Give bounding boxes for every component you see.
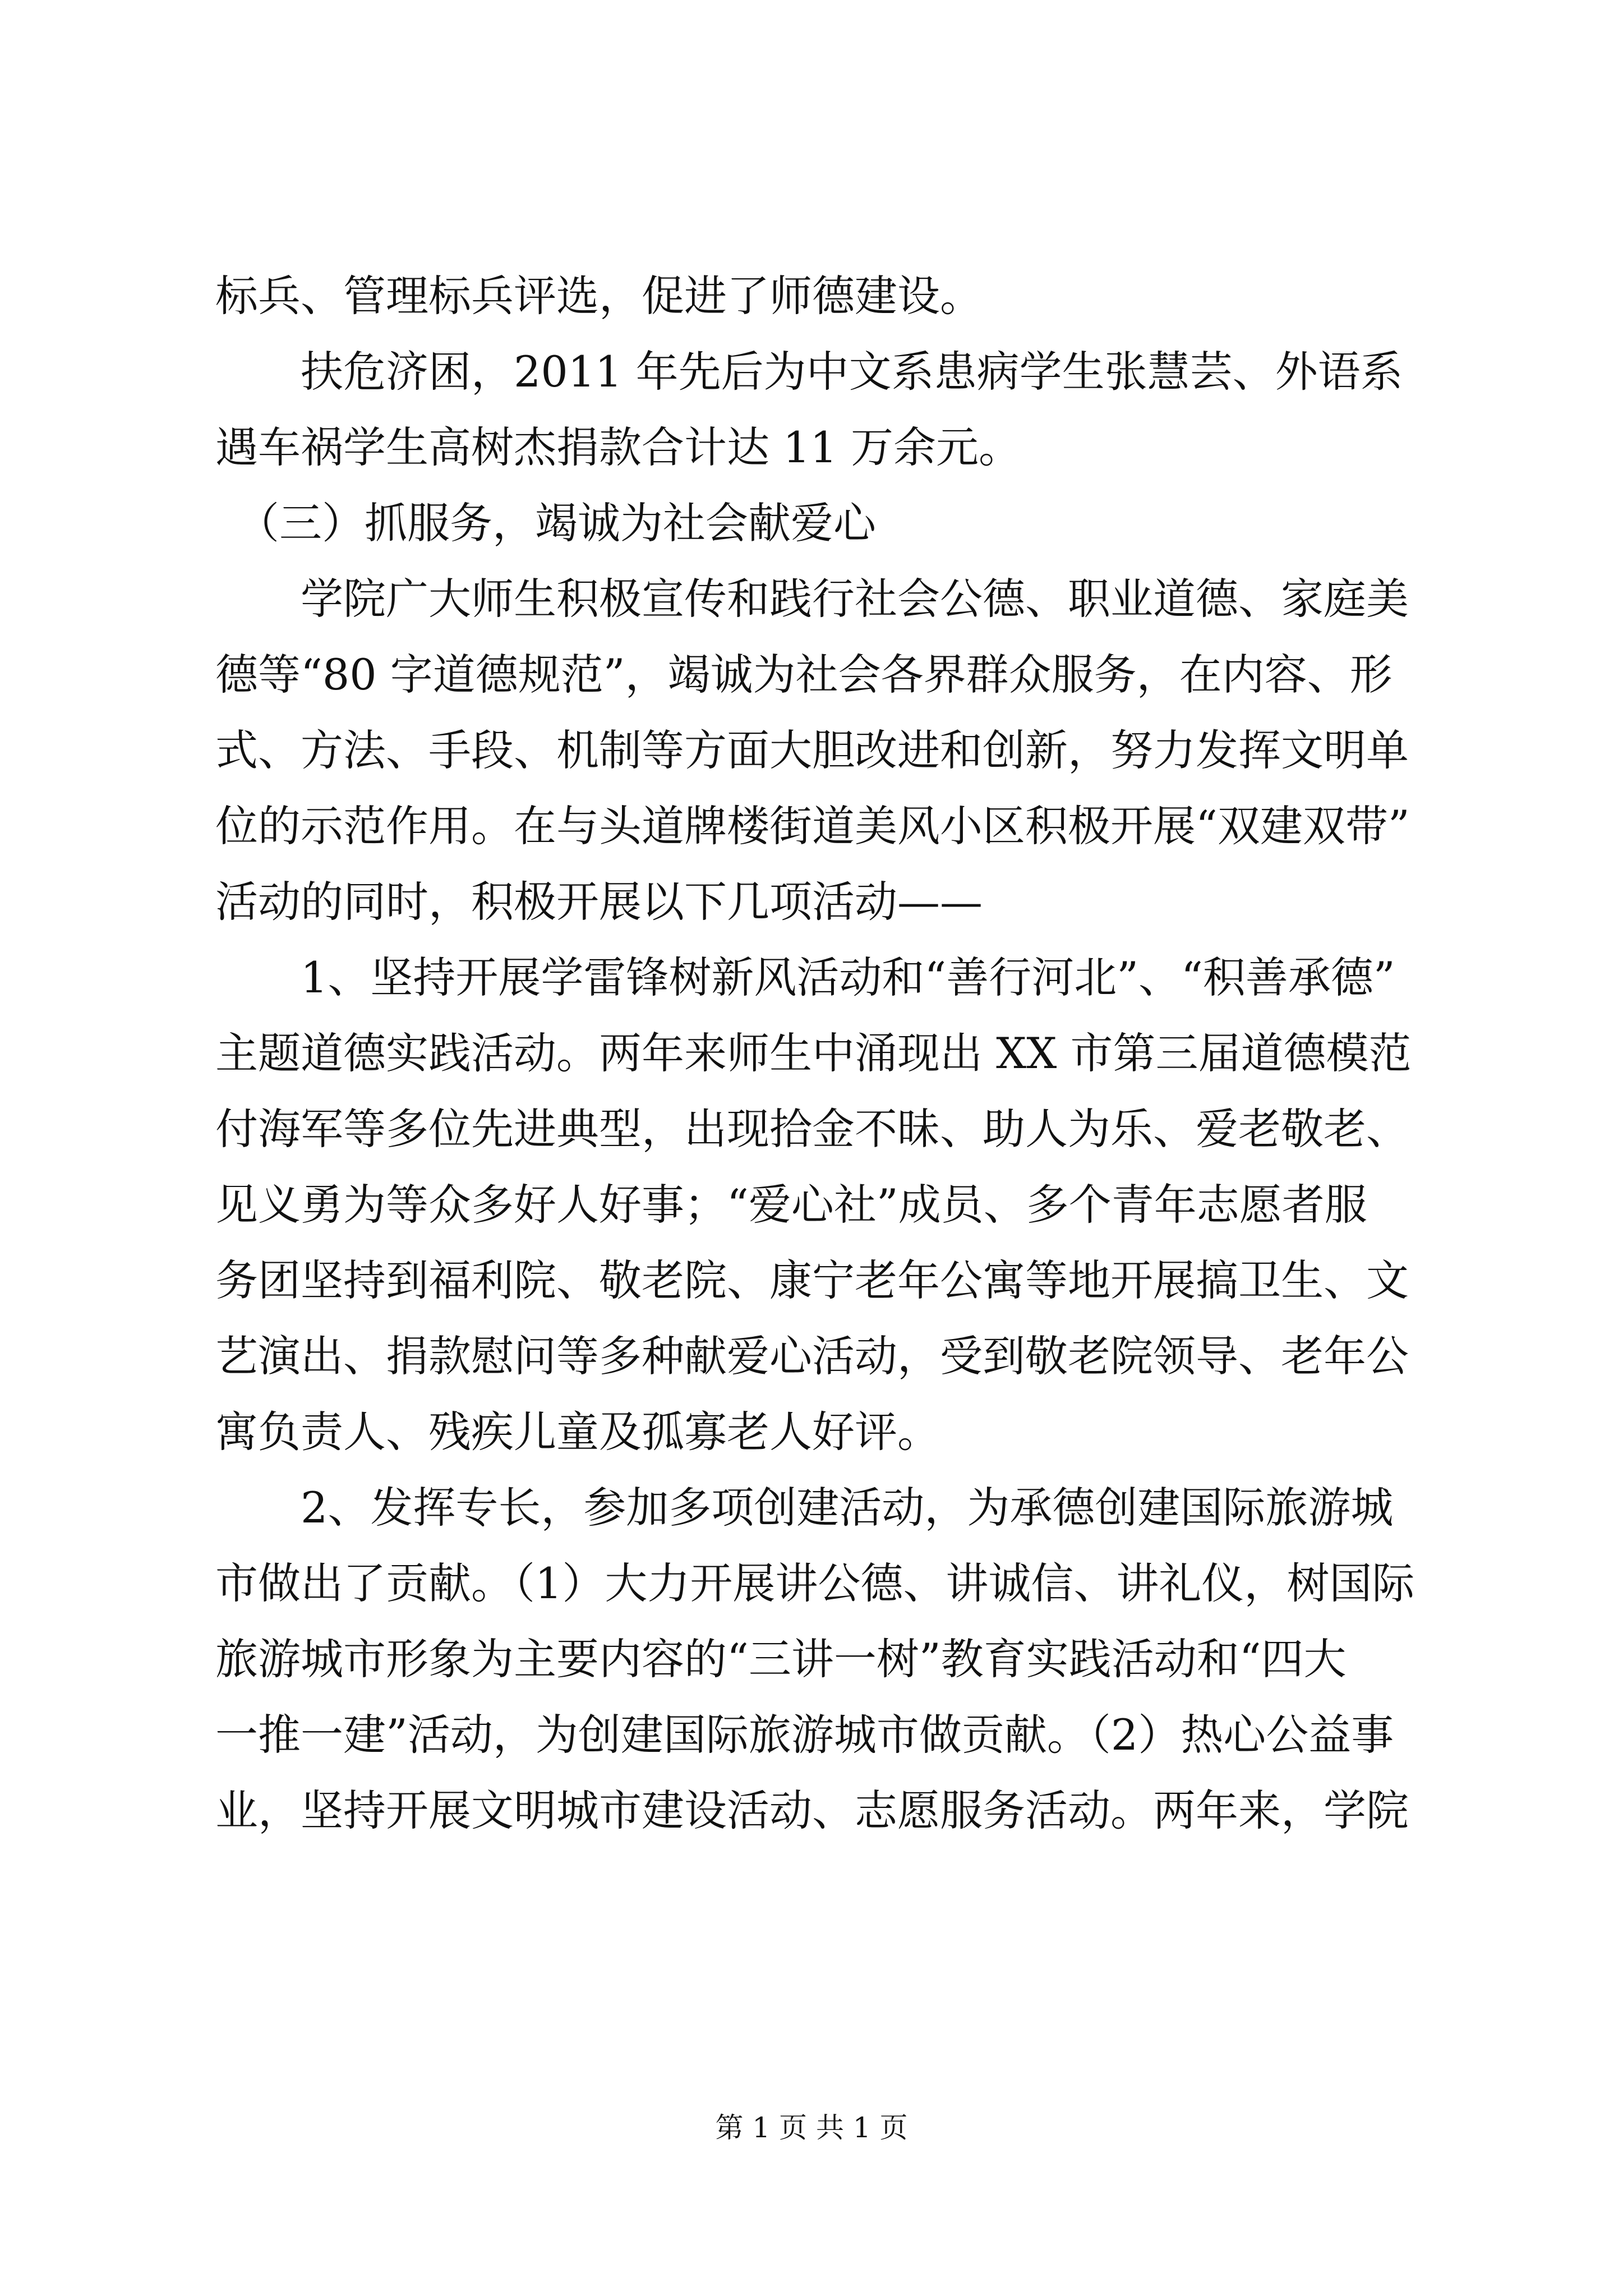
text-line: 遇车祸学生高树杰捐款合计达 11 万余元。 <box>215 422 1022 472</box>
text-line: 见义勇为等众多好人好事；“爱心社”成员、多个青年志愿者服 <box>215 1180 1367 1230</box>
text-line: 1、坚持开展学雷锋树新风活动和“善行河北”、“积善承德” <box>215 953 1395 1002</box>
body-text <box>215 258 1421 1848</box>
text-line: 学院广大师生积极宣传和践行社会公德、职业道德、家庭美 <box>215 574 1409 624</box>
text-line: 付海军等多位先进典型，出现拾金不昧、助人为乐、爱老敬老、 <box>215 1104 1409 1154</box>
text-line: 旅游城市形象为主要内容的“三讲一树”教育实践活动和“四大 <box>215 1634 1347 1684</box>
text-line: 标兵、管理标兵评选，促进了师德建设。 <box>215 271 983 321</box>
text-line: 2、发挥专长，参加多项创建活动，为承德创建国际旅游城 <box>215 1483 1394 1533</box>
text-line: 主题道德实践活动。两年来师生中涌现出 XX 市第三届道德模范 <box>215 1028 1412 1078</box>
text-line: 艺演出、捐款慰问等多种献爱心活动，受到敬老院领导、老年公 <box>215 1331 1409 1381</box>
text-line: 扶危济困，2011 年先后为中文系患病学生张慧芸、外语系 <box>215 347 1403 397</box>
text-line: 位的示范作用。在与头道牌楼街道美风小区积极开展“双建双带” <box>215 801 1410 851</box>
text-line: 一推一建”活动，为创建国际旅游城市做贡献。（2）热心公益事 <box>215 1710 1394 1760</box>
text-line: 市做出了贡献。（1）大力开展讲公德、讲诚信、讲礼仪，树国际 <box>215 1558 1415 1608</box>
text-line: 活动的同时，积极开展以下几项活动—— <box>215 877 983 927</box>
text-line: 寓负责人、残疾儿童及孤寡老人好评。 <box>215 1407 940 1457</box>
text-line: 业，坚持开展文明城市建设活动、志愿服务活动。两年来，学院 <box>215 1786 1409 1835</box>
section-heading: （三）抓服务，竭诚为社会献爱心 <box>215 498 876 548</box>
page-footer: 第 1 页 共 1 页 <box>715 2111 908 2144</box>
text-line: 务团坚持到福利院、敬老院、康宁老年公寓等地开展搞卫生、文 <box>215 1255 1409 1305</box>
text-line: 式、方法、手段、机制等方面大胆改进和创新，努力发挥文明单 <box>215 725 1409 775</box>
text-line: 德等“80 字道德规范”，竭诚为社会各界群众服务，在内容、形 <box>215 650 1393 700</box>
